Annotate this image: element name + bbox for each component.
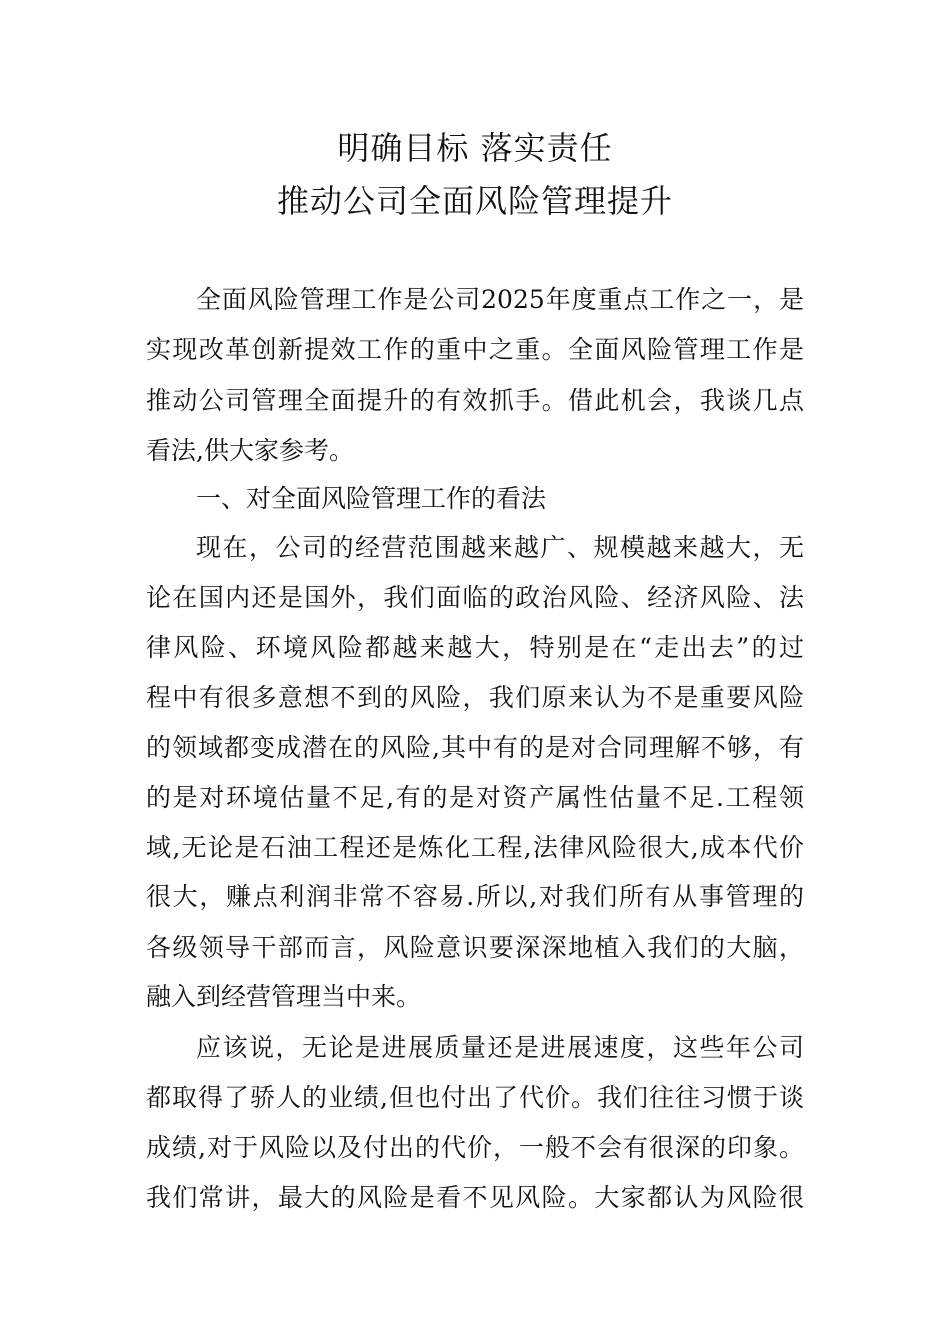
document-title-line-2: 推动公司全面风险管理提升 <box>276 182 673 220</box>
body-paragraph-line: 应该说，无论是进展质量还是进展速度，这些年公司 <box>196 1033 804 1062</box>
intro-paragraph-line: 看法,供大家参考。 <box>146 436 354 465</box>
body-paragraph-line: 融入到经营管理当中来。 <box>146 982 422 1011</box>
body-paragraph-line: 律风险、环境风险都越来越大，特别是在“走出去”的过 <box>146 633 804 662</box>
body-paragraph-line: 成绩,对于风险以及付出的代价，一般不会有很深的印象。 <box>146 1133 804 1162</box>
body-paragraph-line: 我们常讲，最大的风险是看不见风险。大家都认为风险很 <box>146 1183 804 1212</box>
body-paragraph-line: 都取得了骄人的业绩,但也付出了代价。我们往往习惯于谈 <box>146 1083 804 1112</box>
body-paragraph-line: 很大，赚点利润非常不容易.所以,对我们所有从事管理的 <box>146 882 804 911</box>
body-paragraph-line: 程中有很多意想不到的风险，我们原来认为不是重要风险 <box>146 683 804 712</box>
intro-paragraph-line: 推动公司管理全面提升的有效抓手。借此机会，我谈几点 <box>146 386 804 415</box>
intro-paragraph-line: 全面风险管理工作是公司2025年度重点工作之一，是 <box>196 285 804 314</box>
intro-paragraph-line: 实现改革创新提效工作的重中之重。全面风险管理工作是 <box>146 335 804 364</box>
body-paragraph-line: 现在，公司的经营范围越来越广、规模越来越大，无 <box>196 533 804 562</box>
body-paragraph-line: 各级领导干部而言，风险意识要深深地植入我们的大脑， <box>146 933 804 962</box>
section-heading: 一、对全面风险管理工作的看法 <box>196 484 547 513</box>
body-paragraph-line: 论在国内还是国外，我们面临的政治风险、经济风险、法 <box>146 583 804 612</box>
document-title-line-1: 明确目标 落实责任 <box>337 129 613 167</box>
body-paragraph-line: 的是对环境估量不足,有的是对资产属性估量不足.工程领 <box>146 783 804 812</box>
body-paragraph-line: 的领域都变成潜在的风险,其中有的是对合同理解不够，有 <box>146 733 804 762</box>
body-paragraph-line: 域,无论是石油工程还是炼化工程,法律风险很大,成本代价 <box>146 833 804 862</box>
